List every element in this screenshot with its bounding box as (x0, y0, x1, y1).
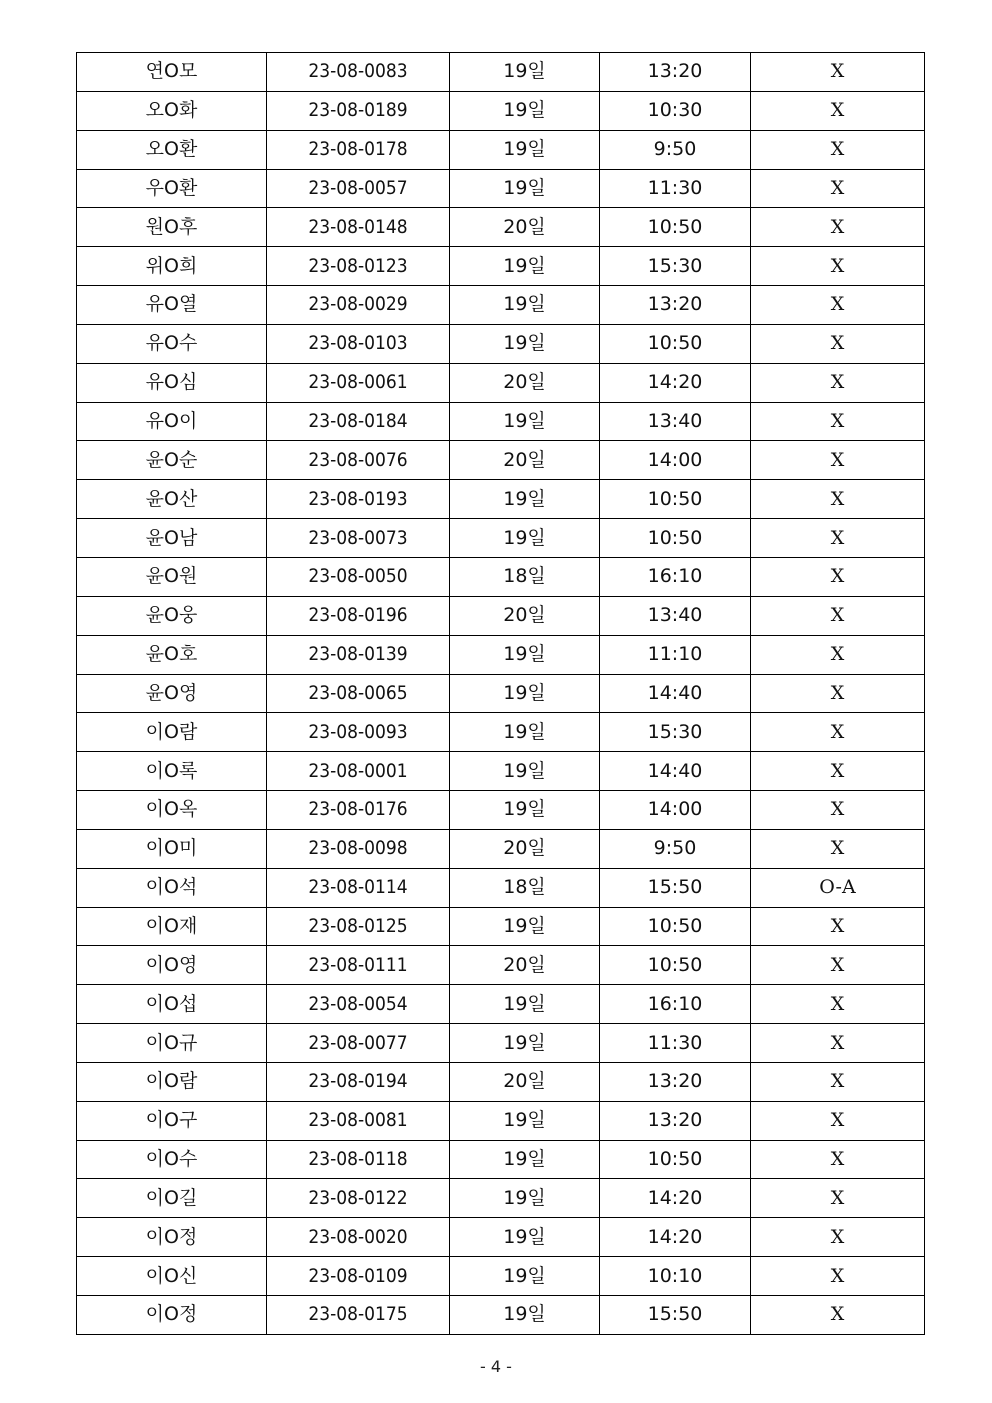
time-cell: 13:20 (600, 286, 751, 325)
result-cell: X (751, 1179, 925, 1218)
name-cell: 오O환 (77, 130, 267, 169)
registration-number-cell: 23-08-0057 (267, 169, 450, 208)
table-row (77, 868, 925, 907)
day-cell: 19일 (450, 907, 600, 946)
time-cell: 10:10 (600, 1257, 751, 1296)
result-cell: X (751, 130, 925, 169)
registration-number-cell: 23-08-0194 (267, 1062, 450, 1101)
result-cell: X (751, 519, 925, 558)
result-cell: O-A (751, 868, 925, 907)
table-row (77, 752, 925, 791)
day-cell: 19일 (450, 91, 600, 130)
day-cell: 19일 (450, 286, 600, 325)
time-cell: 15:50 (600, 868, 751, 907)
name-cell: 유O열 (77, 286, 267, 325)
table-row (77, 985, 925, 1024)
time-cell: 10:50 (600, 1140, 751, 1179)
registration-number-cell: 23-08-0196 (267, 596, 450, 635)
name-cell: 이O정 (77, 1218, 267, 1257)
name-cell: 유O이 (77, 402, 267, 441)
day-cell: 19일 (450, 1218, 600, 1257)
time-cell: 16:10 (600, 985, 751, 1024)
table-row (77, 519, 925, 558)
result-cell: X (751, 1101, 925, 1140)
registration-number-cell: 23-08-0111 (267, 946, 450, 985)
table-row (77, 1218, 925, 1257)
name-cell: 오O화 (77, 91, 267, 130)
day-cell: 19일 (450, 752, 600, 791)
table-row (77, 480, 925, 519)
registration-number-cell: 23-08-0098 (267, 829, 450, 868)
result-cell: X (751, 363, 925, 402)
time-cell: 14:40 (600, 752, 751, 791)
registration-number-cell: 23-08-0054 (267, 985, 450, 1024)
table-row (77, 402, 925, 441)
result-cell: X (751, 286, 925, 325)
name-cell: 이O영 (77, 946, 267, 985)
registration-number-cell: 23-08-0193 (267, 480, 450, 519)
registration-number-cell: 23-08-0189 (267, 91, 450, 130)
name-cell: 윤O영 (77, 674, 267, 713)
result-cell: X (751, 247, 925, 286)
result-cell: X (751, 91, 925, 130)
name-cell: 이O람 (77, 713, 267, 752)
registration-number-cell: 23-08-0073 (267, 519, 450, 558)
time-cell: 11:30 (600, 169, 751, 208)
day-cell: 20일 (450, 1062, 600, 1101)
day-cell: 19일 (450, 53, 600, 92)
time-cell: 11:30 (600, 1024, 751, 1063)
name-cell: 이O람 (77, 1062, 267, 1101)
name-cell: 윤O남 (77, 519, 267, 558)
result-cell: X (751, 674, 925, 713)
name-cell: 이O미 (77, 829, 267, 868)
time-cell: 14:20 (600, 1218, 751, 1257)
name-cell: 이O재 (77, 907, 267, 946)
table-row (77, 1140, 925, 1179)
result-cell: X (751, 596, 925, 635)
table-row (77, 1296, 925, 1335)
table-row (77, 907, 925, 946)
roster-table (76, 52, 925, 1335)
registration-number-cell: 23-08-0020 (267, 1218, 450, 1257)
time-cell: 15:50 (600, 1296, 751, 1335)
registration-number-cell: 23-08-0081 (267, 1101, 450, 1140)
registration-number-cell: 23-08-0103 (267, 324, 450, 363)
result-cell: X (751, 324, 925, 363)
name-cell: 이O수 (77, 1140, 267, 1179)
time-cell: 15:30 (600, 713, 751, 752)
name-cell: 이O록 (77, 752, 267, 791)
result-cell: X (751, 1024, 925, 1063)
page-number: - 4 - (480, 1357, 512, 1376)
registration-number-cell: 23-08-0125 (267, 907, 450, 946)
table-row (77, 635, 925, 674)
time-cell: 10:50 (600, 907, 751, 946)
registration-number-cell: 23-08-0123 (267, 247, 450, 286)
time-cell: 10:30 (600, 91, 751, 130)
table-row (77, 1257, 925, 1296)
day-cell: 19일 (450, 985, 600, 1024)
registration-number-cell: 23-08-0050 (267, 557, 450, 596)
table-row (77, 91, 925, 130)
registration-number-cell: 23-08-0001 (267, 752, 450, 791)
registration-number-cell: 23-08-0178 (267, 130, 450, 169)
registration-number-cell: 23-08-0176 (267, 791, 450, 830)
registration-number-cell: 23-08-0139 (267, 635, 450, 674)
time-cell: 13:20 (600, 1101, 751, 1140)
table-row (77, 713, 925, 752)
time-cell: 9:50 (600, 829, 751, 868)
result-cell: X (751, 829, 925, 868)
time-cell: 13:40 (600, 402, 751, 441)
name-cell: 윤O원 (77, 557, 267, 596)
table-row (77, 363, 925, 402)
name-cell: 우O환 (77, 169, 267, 208)
table-row (77, 53, 925, 92)
table-row (77, 1062, 925, 1101)
result-cell: X (751, 946, 925, 985)
table-row (77, 1101, 925, 1140)
day-cell: 20일 (450, 829, 600, 868)
result-cell: X (751, 713, 925, 752)
result-cell: X (751, 907, 925, 946)
day-cell: 19일 (450, 1024, 600, 1063)
table-row (77, 674, 925, 713)
name-cell: 이O구 (77, 1101, 267, 1140)
result-cell: X (751, 402, 925, 441)
table-row (77, 130, 925, 169)
registration-number-cell: 23-08-0077 (267, 1024, 450, 1063)
result-cell: X (751, 1140, 925, 1179)
name-cell: 윤O산 (77, 480, 267, 519)
day-cell: 19일 (450, 635, 600, 674)
result-cell: X (751, 480, 925, 519)
day-cell: 18일 (450, 868, 600, 907)
table-row (77, 1179, 925, 1218)
result-cell: X (751, 791, 925, 830)
day-cell: 19일 (450, 402, 600, 441)
name-cell: 윤O웅 (77, 596, 267, 635)
registration-number-cell: 23-08-0093 (267, 713, 450, 752)
time-cell: 13:20 (600, 1062, 751, 1101)
day-cell: 19일 (450, 324, 600, 363)
day-cell: 20일 (450, 363, 600, 402)
table-row (77, 1024, 925, 1063)
time-cell: 13:20 (600, 53, 751, 92)
time-cell: 14:20 (600, 363, 751, 402)
result-cell: X (751, 441, 925, 480)
time-cell: 10:50 (600, 208, 751, 247)
name-cell: 이O옥 (77, 791, 267, 830)
day-cell: 20일 (450, 208, 600, 247)
registration-number-cell: 23-08-0109 (267, 1257, 450, 1296)
registration-number-cell: 23-08-0122 (267, 1179, 450, 1218)
registration-number-cell: 23-08-0083 (267, 53, 450, 92)
table-row (77, 286, 925, 325)
time-cell: 14:00 (600, 441, 751, 480)
time-cell: 9:50 (600, 130, 751, 169)
result-cell: X (751, 169, 925, 208)
result-cell: X (751, 635, 925, 674)
table-row (77, 247, 925, 286)
day-cell: 20일 (450, 946, 600, 985)
table-row (77, 208, 925, 247)
time-cell: 14:20 (600, 1179, 751, 1218)
name-cell: 이O규 (77, 1024, 267, 1063)
name-cell: 이O정 (77, 1296, 267, 1335)
day-cell: 19일 (450, 1179, 600, 1218)
result-cell: X (751, 1218, 925, 1257)
day-cell: 19일 (450, 1296, 600, 1335)
time-cell: 15:30 (600, 247, 751, 286)
registration-number-cell: 23-08-0061 (267, 363, 450, 402)
registration-number-cell: 23-08-0114 (267, 868, 450, 907)
name-cell: 이O섭 (77, 985, 267, 1024)
name-cell: 이O길 (77, 1179, 267, 1218)
name-cell: 유O수 (77, 324, 267, 363)
result-cell: X (751, 1257, 925, 1296)
day-cell: 19일 (450, 480, 600, 519)
result-cell: X (751, 752, 925, 791)
registration-number-cell: 23-08-0184 (267, 402, 450, 441)
table-row (77, 946, 925, 985)
time-cell: 14:40 (600, 674, 751, 713)
day-cell: 18일 (450, 557, 600, 596)
registration-number-cell: 23-08-0076 (267, 441, 450, 480)
table-row (77, 557, 925, 596)
day-cell: 19일 (450, 1140, 600, 1179)
result-cell: X (751, 557, 925, 596)
registration-number-cell: 23-08-0175 (267, 1296, 450, 1335)
day-cell: 20일 (450, 596, 600, 635)
table-row (77, 829, 925, 868)
name-cell: 이O석 (77, 868, 267, 907)
time-cell: 13:40 (600, 596, 751, 635)
result-cell: X (751, 53, 925, 92)
time-cell: 10:50 (600, 324, 751, 363)
result-cell: X (751, 985, 925, 1024)
day-cell: 19일 (450, 713, 600, 752)
registration-number-cell: 23-08-0065 (267, 674, 450, 713)
day-cell: 20일 (450, 441, 600, 480)
registration-number-cell: 23-08-0118 (267, 1140, 450, 1179)
name-cell: 위O희 (77, 247, 267, 286)
day-cell: 19일 (450, 791, 600, 830)
result-cell: X (751, 208, 925, 247)
day-cell: 19일 (450, 247, 600, 286)
name-cell: 원O후 (77, 208, 267, 247)
name-cell: 윤O호 (77, 635, 267, 674)
day-cell: 19일 (450, 1257, 600, 1296)
time-cell: 16:10 (600, 557, 751, 596)
day-cell: 19일 (450, 1101, 600, 1140)
table-row (77, 596, 925, 635)
day-cell: 19일 (450, 674, 600, 713)
time-cell: 10:50 (600, 480, 751, 519)
result-cell: X (751, 1062, 925, 1101)
name-cell: 연O모 (77, 53, 267, 92)
table-row (77, 441, 925, 480)
registration-number-cell: 23-08-0029 (267, 286, 450, 325)
time-cell: 10:50 (600, 519, 751, 558)
table-row (77, 169, 925, 208)
time-cell: 10:50 (600, 946, 751, 985)
day-cell: 19일 (450, 130, 600, 169)
day-cell: 19일 (450, 519, 600, 558)
table-row (77, 791, 925, 830)
registration-number-cell: 23-08-0148 (267, 208, 450, 247)
result-cell: X (751, 1296, 925, 1335)
name-cell: 이O신 (77, 1257, 267, 1296)
time-cell: 11:10 (600, 635, 751, 674)
day-cell: 19일 (450, 169, 600, 208)
name-cell: 윤O순 (77, 441, 267, 480)
roster-table-body (77, 53, 925, 1335)
name-cell: 유O심 (77, 363, 267, 402)
time-cell: 14:00 (600, 791, 751, 830)
table-row (77, 324, 925, 363)
